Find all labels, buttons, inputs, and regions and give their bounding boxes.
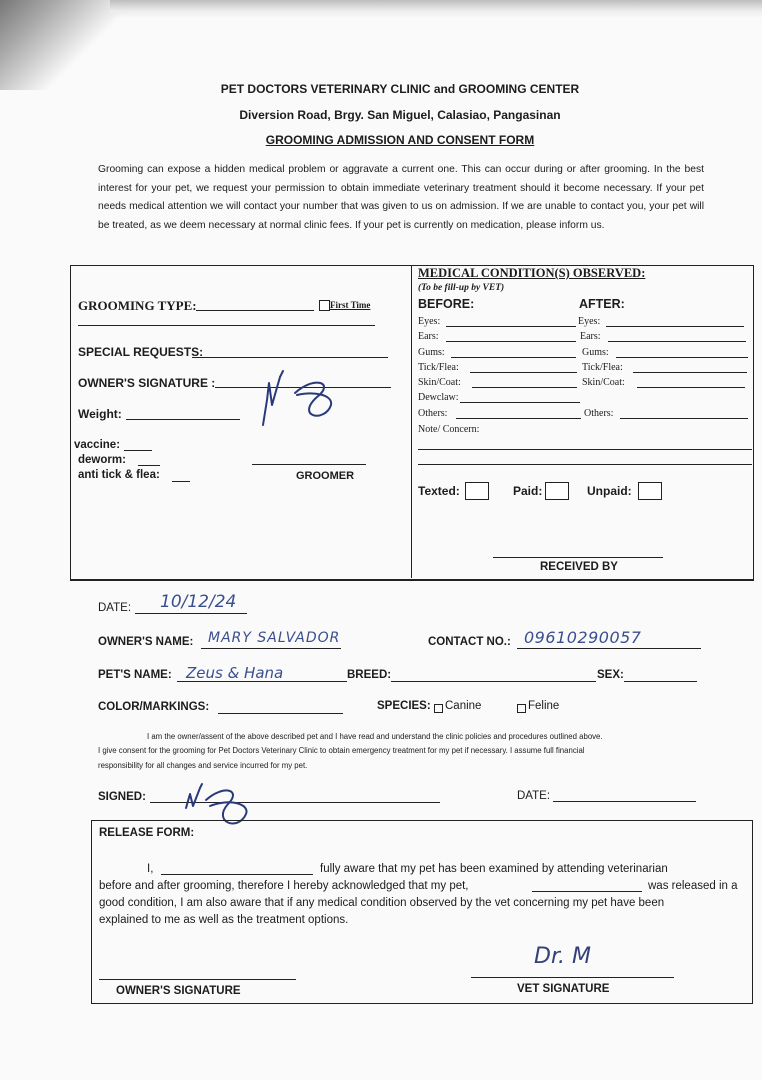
received-by-line[interactable] xyxy=(493,557,663,558)
anti-tick-field[interactable] xyxy=(172,481,190,482)
after-skincoat-field[interactable] xyxy=(637,387,745,388)
owner-name-label: OWNER'S NAME: xyxy=(98,636,194,648)
consent-line-2: I give consent for the grooming for Pet Doctors Veterinary Clinic to obtain emergency treatment for my pet if necessary. I assume full financial xyxy=(98,746,585,755)
contact-value: 09610290057 xyxy=(524,628,642,647)
before-eyes-field[interactable] xyxy=(446,326,576,327)
groomer-label: GROOMER xyxy=(296,470,355,482)
canine-label: Canine xyxy=(445,700,482,712)
after-gums-field[interactable] xyxy=(616,357,748,358)
note-concern-label: Note/ Concern: xyxy=(418,424,480,435)
after-gums-label: Gums: xyxy=(582,347,609,358)
date-field[interactable] xyxy=(135,613,247,614)
after-eyes-label: Eyes: xyxy=(578,316,601,327)
special-requests-field[interactable] xyxy=(192,357,388,358)
before-skincoat-field[interactable] xyxy=(472,387,577,388)
after-tickflea-field[interactable] xyxy=(633,372,747,373)
before-gums-label: Gums: xyxy=(418,347,445,358)
special-requests-label: SPECIAL REQUESTS: xyxy=(78,345,204,359)
medical-title: MEDICAL CONDITION(S) OBSERVED: xyxy=(418,266,646,280)
after-ears-label: Ears: xyxy=(580,331,601,342)
before-heading: BEFORE: xyxy=(418,297,475,311)
before-dewclaw-field[interactable] xyxy=(460,402,580,403)
after-tickflea-label: Tick/Flea: xyxy=(582,362,623,373)
medical-subtitle: (To be fill-up by VET) xyxy=(418,283,505,293)
vaccine-label: vaccine: xyxy=(74,439,121,451)
consent-date-label: DATE: xyxy=(517,790,551,802)
release-text-2: before and after grooming, therefore I hereby acknowledged that my pet, xyxy=(99,880,469,892)
owner-signature-label: OWNER'S SIGNATURE : xyxy=(78,376,216,390)
release-text-1: fully aware that my pet has been examined by attending veterinarian xyxy=(320,863,668,875)
deworm-field[interactable] xyxy=(138,465,160,466)
after-others-label: Others: xyxy=(584,408,614,419)
release-name-field[interactable] xyxy=(161,874,313,875)
release-pet-field[interactable] xyxy=(532,891,642,892)
feline-checkbox[interactable] xyxy=(517,704,526,713)
release-form-title: RELEASE FORM: xyxy=(99,827,195,839)
before-ears-label: Ears: xyxy=(418,331,439,342)
paid-checkbox[interactable] xyxy=(545,482,569,500)
weight-field[interactable] xyxy=(126,419,240,420)
note-line-2[interactable] xyxy=(418,464,752,465)
first-time-checkbox[interactable] xyxy=(319,300,330,311)
breed-field[interactable] xyxy=(391,681,596,682)
sex-field[interactable] xyxy=(624,681,697,682)
canine-checkbox[interactable] xyxy=(434,704,443,713)
before-ears-field[interactable] xyxy=(446,341,576,342)
feline-label: Feline xyxy=(528,700,560,712)
release-text-4: explained to me as well as the treatment options. xyxy=(99,914,349,926)
contact-label: CONTACT NO.: xyxy=(428,636,511,648)
owner-signature-scribble xyxy=(255,365,335,430)
after-skincoat-label: Skin/Coat: xyxy=(582,377,625,388)
before-gums-field[interactable] xyxy=(451,357,576,358)
date-value: 10/12/24 xyxy=(160,592,237,612)
species-label: SPECIES: xyxy=(377,700,431,712)
grooming-type-line-2[interactable] xyxy=(78,325,375,326)
before-others-field[interactable] xyxy=(456,418,581,419)
clinic-address: Diversion Road, Brgy. San Miguel, Calasiao, Pangasinan xyxy=(239,108,561,122)
release-i-label: I, xyxy=(147,863,154,875)
breed-label: BREED: xyxy=(347,669,392,681)
first-time-label: First Time xyxy=(330,300,371,310)
anti-tick-label: anti tick & flea: xyxy=(78,469,160,481)
after-others-field[interactable] xyxy=(620,418,748,419)
section-divider xyxy=(411,265,412,578)
vet-signature-line[interactable] xyxy=(471,977,674,978)
after-heading: AFTER: xyxy=(579,297,625,311)
pet-name-label: PET'S NAME: xyxy=(98,669,172,681)
received-by-label: RECEIVED BY xyxy=(540,561,618,573)
before-skincoat-label: Skin/Coat: xyxy=(418,377,461,388)
contact-field[interactable] xyxy=(517,648,701,649)
grooming-type-label: GROOMING TYPE: xyxy=(78,298,197,313)
signed-label: SIGNED: xyxy=(98,791,146,803)
grooming-type-field[interactable] xyxy=(196,310,314,311)
release-text-2b: was released in a xyxy=(648,880,738,892)
owner-release-signature-line[interactable] xyxy=(99,979,296,980)
weight-label: Weight: xyxy=(78,407,122,421)
clinic-name: PET DOCTORS VETERINARY CLINIC and GROOMING CENTER xyxy=(220,82,580,96)
release-text-3: good condition, I am also aware that if any medical condition observed by the vet concerning my pet have been xyxy=(99,897,665,909)
date-label: DATE: xyxy=(98,602,132,614)
vet-signature-label: VET SIGNATURE xyxy=(517,983,610,995)
unpaid-label: Unpaid: xyxy=(587,484,632,498)
owner-name-field[interactable] xyxy=(201,648,341,649)
owner-name-value: MARY SALVADOR xyxy=(208,630,341,646)
before-tickflea-label: Tick/Flea: xyxy=(418,362,459,373)
paid-label: Paid: xyxy=(513,484,543,498)
after-eyes-field[interactable] xyxy=(606,326,744,327)
before-dewclaw-label: Dewclaw: xyxy=(418,392,459,403)
groomer-signature-line[interactable] xyxy=(252,464,366,465)
color-markings-field[interactable] xyxy=(218,713,343,714)
after-ears-field[interactable] xyxy=(608,341,746,342)
before-eyes-label: Eyes: xyxy=(418,316,441,327)
before-tickflea-field[interactable] xyxy=(470,372,577,373)
unpaid-checkbox[interactable] xyxy=(638,482,662,500)
color-markings-label: COLOR/MARKINGS: xyxy=(98,701,210,713)
form-title: GROOMING ADMISSION AND CONSENT FORM xyxy=(265,133,535,147)
vaccine-field[interactable] xyxy=(124,450,152,451)
pet-name-value: Zeus & Hana xyxy=(186,664,284,682)
consent-line-3: responsibility for all changes and service incurred for my pet. xyxy=(98,761,308,770)
consent-date-field[interactable] xyxy=(553,801,696,802)
before-others-label: Others: xyxy=(418,408,448,419)
sex-label: SEX: xyxy=(597,669,624,681)
owner-release-signature-label: OWNER'S SIGNATURE xyxy=(116,985,241,997)
consent-line-1: I am the owner/assent of the above described pet and I have read and understand the clinic policies and procedures outlined above. xyxy=(147,732,603,741)
scan-top-edge xyxy=(110,0,762,18)
note-line-1[interactable] xyxy=(418,449,752,450)
intro-paragraph: Grooming can expose a hidden medical problem or aggravate a current one. This can occur during or after grooming. In the best interest for your pet, we request your permission to obtain immediate veterinary treatment should it become necessary. If your pet needs medical attention we will contact your number that was given to us on admission. If we are unable to contact you, your pet will be treated, as we deem necessary at normal clinic fees. If your pet is currently on medication, please inform us. xyxy=(98,164,704,232)
deworm-label: deworm: xyxy=(78,454,126,466)
texted-label: Texted: xyxy=(418,484,460,498)
vet-initials: Dr. M xyxy=(534,944,591,969)
texted-checkbox[interactable] xyxy=(465,482,489,500)
